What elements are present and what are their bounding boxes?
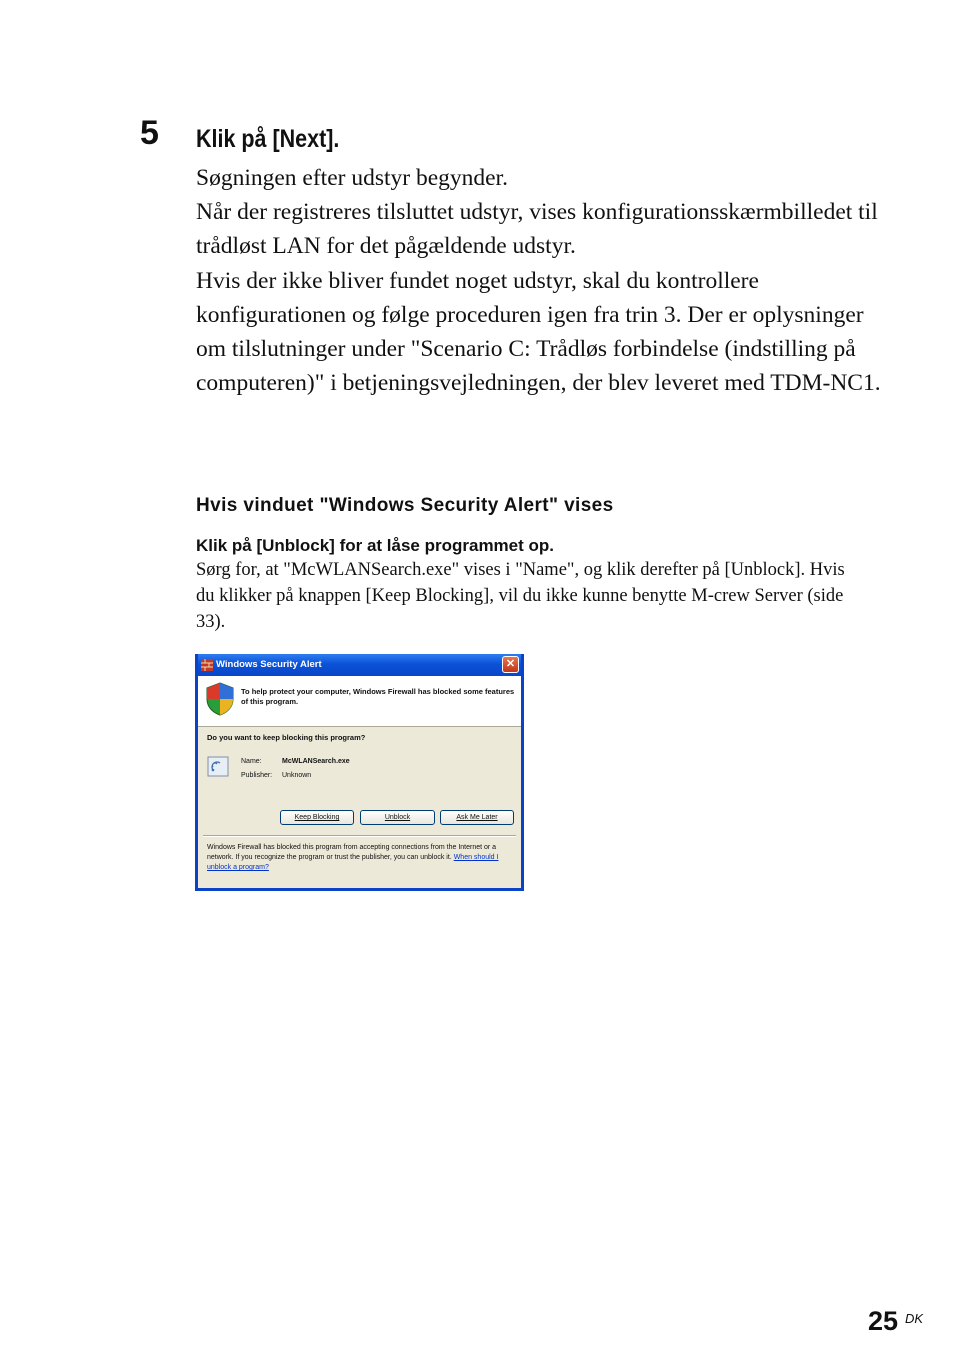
dialog-titlebar[interactable] [198, 654, 521, 676]
unblock-button[interactable]: Unblock [360, 810, 435, 825]
publisher-label: Publisher: [241, 772, 273, 779]
dialog-header [198, 676, 521, 727]
close-button[interactable] [502, 656, 519, 673]
instruction-heading: Klik på [Unblock] for at låse programmet op. [196, 536, 555, 555]
firewall-icon [201, 659, 213, 671]
instruction-body: Sørg for, at "McWLANSearch.exe" vises i "Name", og klik derefter på [Unblock]. Hvis du klikker på knappen [Keep Blocking], vil du ikke kunne benytte M-crew Server (side 33). [196, 560, 845, 632]
divider [203, 835, 516, 837]
dialog-client-area [198, 676, 521, 888]
security-alert-dialog [195, 654, 524, 891]
footer-text [207, 843, 517, 873]
section-heading: Hvis vinduet "Windows Security Alert" vises [196, 495, 614, 516]
step-paragraph: Hvis der ikke bliver fundet noget udstyr, skal du kontrollere konfigurationen og følge proceduren igen fra trin 3. Der er oplysninger om tilslutninger under "Scenario C: Trådløs forbindelse (indstilling på computeren)" i betjeningsvejledningen, der blev leveret med TDM-NC1. [196, 267, 881, 397]
unblock-help-link[interactable]: When should I unblock a program? [207, 854, 499, 871]
page-number: 25 [868, 1306, 899, 1336]
publisher-value: Unknown [282, 772, 312, 779]
warning-text: To help protect your computer, Windows Firewall has blocked some features of this program. [241, 687, 515, 706]
step-heading: Klik på [Next]. [196, 125, 340, 153]
ask-me-later-button[interactable]: Ask Me Later [440, 810, 514, 825]
shield-icon [205, 682, 235, 716]
step-number: 5 [140, 114, 159, 152]
footer-message: Windows Firewall has blocked this program from accepting connections from the Internet or a network. If you recognize the program or trust the publisher, you can unblock it. [207, 844, 497, 861]
program-icon [206, 754, 231, 779]
close-icon: ✕ [505, 658, 516, 670]
step-paragraph: Når der registreres tilsluttet udstyr, vises konfigurationsskærmbilledet til trådløst LAN for det pågældende udstyr. [196, 199, 878, 260]
step-paragraph: Søgningen efter udstyr begynder. [196, 165, 508, 191]
name-label: Name: [241, 758, 262, 765]
step-body [196, 161, 896, 400]
question-text: Do you want to keep blocking this program? [207, 733, 366, 742]
keep-blocking-button[interactable]: Keep Blocking [280, 810, 354, 825]
name-value: McWLANSearch.exe [282, 758, 350, 765]
dialog-title: Windows Security Alert [216, 659, 322, 670]
page-language: DK [905, 1311, 924, 1326]
